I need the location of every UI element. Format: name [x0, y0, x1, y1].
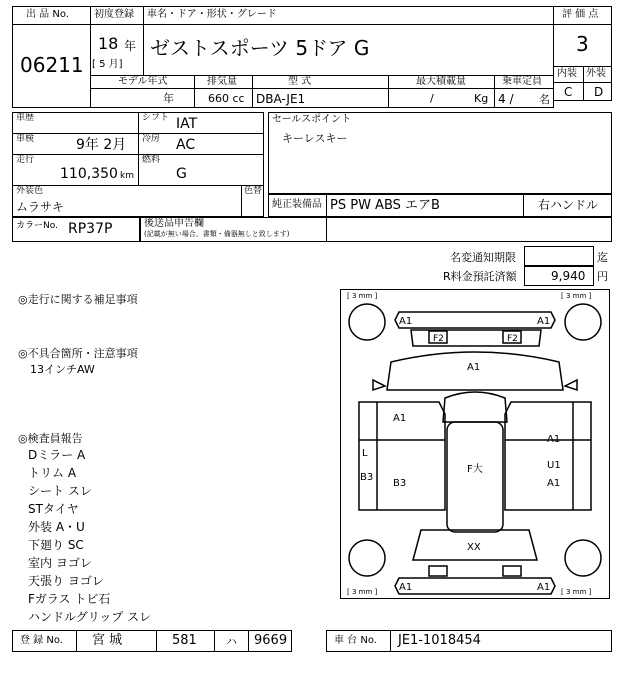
- aftermarket-note: (記載が無い場合、書類・備器無しと致します): [144, 230, 290, 238]
- mark-rear-bumper-right: A1: [537, 582, 551, 593]
- first-registration-year: 18: [98, 34, 119, 53]
- tire-front-right: [565, 304, 601, 340]
- fuel: G: [176, 166, 187, 182]
- color-number: RP37P: [68, 221, 113, 237]
- first-registration-month: [ 5 月]: [92, 59, 123, 70]
- lot-number-label: 出 品 No.: [26, 9, 69, 20]
- mark-left-front-door: A1: [393, 413, 407, 424]
- aircon: AC: [176, 137, 196, 153]
- recycle-fee-unit: 円: [597, 270, 608, 283]
- inspector-item: 天張り ヨゴレ: [28, 574, 104, 588]
- mark-rear-window: XX: [467, 542, 481, 553]
- recycle-fee-label: R料金預託済額: [443, 270, 517, 283]
- mark-front-bumper-left: A1: [399, 316, 413, 327]
- driving-notes-heading: ◎走行に関する補足事項: [18, 293, 138, 306]
- inspector-item: 外装 A・U: [28, 520, 85, 534]
- chassis-number-label: 車 台 No.: [334, 635, 377, 646]
- car-name: ゼストスポーツ 5ドア G: [150, 36, 370, 60]
- inspector-item: シート スレ: [28, 484, 92, 498]
- inspector-item: STタイヤ: [28, 502, 79, 516]
- title-change-deadline-label: 名変通知期限: [450, 251, 516, 264]
- history-label: 車歴: [16, 113, 35, 123]
- aftermarket-label: 後送品申告欄: [144, 218, 204, 229]
- shift-label: シフト: [142, 113, 170, 123]
- title-change-deadline-box: [524, 246, 594, 266]
- tire-rear-right: [565, 540, 601, 576]
- mark-roof: F大: [467, 464, 483, 475]
- interior-grade-label: 内装: [557, 68, 577, 79]
- equipment-label: 純正装備品: [272, 199, 322, 210]
- tire-front-left-depth: [ 3 mm ]: [347, 292, 378, 300]
- inspection-label: 車検: [16, 134, 35, 144]
- car-outline: [341, 290, 609, 598]
- type-label: 型 式: [288, 76, 312, 87]
- model-year-label: モデル年式: [118, 76, 168, 87]
- capacity-unit: 名: [539, 93, 550, 106]
- recycle-fee: 9,940: [551, 269, 586, 283]
- displacement: 660 cc: [208, 92, 245, 105]
- mark-left-rear-quarter: B3: [360, 472, 374, 483]
- mark-fender-right: F2: [507, 334, 518, 344]
- registration-number-label: 登 録 No.: [20, 635, 63, 646]
- color-number-label: カラーNo.: [16, 221, 58, 231]
- inspection: 9年 2月: [76, 137, 127, 153]
- interior-grade: C: [564, 85, 573, 99]
- inspector-item: 室内 ヨゴレ: [28, 556, 92, 570]
- tire-rear-left-depth: [ 3 mm ]: [347, 588, 378, 596]
- max-load-slash: /: [430, 92, 434, 105]
- car-name-label: 車名・ドア・形状・グレード: [147, 9, 277, 20]
- damage-diagram: [340, 289, 610, 599]
- defect-item: 13インチAW: [30, 363, 95, 376]
- inspector-item: Dミラー A: [28, 448, 86, 462]
- mark-hood: A1: [467, 362, 481, 373]
- first-registration-label: 初度登録: [94, 9, 134, 20]
- shift: IAT: [176, 116, 198, 132]
- color: ムラサキ: [16, 200, 65, 214]
- registration-class: 581: [172, 633, 197, 648]
- mileage: 110,350: [60, 166, 118, 182]
- inspector-item: ハンドルグリップ スレ: [28, 610, 152, 624]
- aircon-label: 冷房: [142, 134, 161, 144]
- lot-number: 06211: [20, 53, 84, 77]
- tire-front-right-depth: [ 3 mm ]: [561, 292, 592, 300]
- mark-fender-left: F2: [433, 334, 444, 344]
- first-registration-year-unit: 年: [124, 39, 137, 53]
- mark-left-rear-door: B3: [393, 478, 407, 489]
- exterior-grade: D: [594, 85, 604, 99]
- sales-point: キーレスキー: [282, 132, 348, 145]
- registration-number: 9669: [254, 633, 288, 648]
- defects-heading: ◎不具合箇所・注意事項: [18, 347, 138, 360]
- title-change-deadline-unit: 迄: [597, 251, 608, 264]
- tire-rear-right-depth: [ 3 mm ]: [561, 588, 592, 596]
- mark-rear-bumper-left: A1: [399, 582, 413, 593]
- color-change-label: 色替: [244, 186, 263, 196]
- handle-side: 右ハンドル: [538, 198, 599, 212]
- mark-right-front-door: A1: [547, 434, 561, 445]
- model-year-unit: 年: [163, 92, 174, 105]
- inspector-report-heading: ◎検査員報告: [18, 432, 83, 445]
- tire-rear-left: [349, 540, 385, 576]
- mark-left-side: L: [362, 448, 368, 459]
- color-label: 外装色: [16, 186, 44, 196]
- mileage-unit: km: [120, 171, 134, 181]
- tire-front-left: [349, 304, 385, 340]
- model-type: DBA-JE1: [256, 92, 306, 106]
- rating-label: 評 価 点: [562, 9, 599, 20]
- inspector-item: 下廻り SC: [28, 538, 84, 552]
- registration-kana: ハ: [226, 635, 237, 648]
- chassis-number: JE1-1018454: [398, 633, 481, 648]
- max-load-unit: Kg: [474, 92, 489, 105]
- mileage-label: 走行: [16, 155, 35, 165]
- max-load-label: 最大積載量: [416, 76, 466, 87]
- capacity: 4 /: [498, 92, 514, 106]
- capacity-label: 乗車定員: [502, 76, 542, 87]
- exterior-grade-label: 外装: [586, 68, 606, 79]
- fuel-label: 燃料: [142, 155, 161, 165]
- displacement-label: 排気量: [207, 76, 237, 87]
- sales-point-label: セールスポイント: [272, 114, 352, 125]
- inspector-item: トリム A: [28, 466, 77, 480]
- mark-right-rear-door-1: U1: [547, 460, 561, 471]
- rating-score: 3: [576, 32, 589, 56]
- registration-region: 宮 城: [92, 633, 123, 648]
- mark-right-rear-door-2: A1: [547, 478, 561, 489]
- mark-front-bumper-right: A1: [537, 316, 551, 327]
- equipment: PS PW ABS エアB: [330, 198, 440, 213]
- inspector-item: Fガラス トビ石: [28, 592, 111, 606]
